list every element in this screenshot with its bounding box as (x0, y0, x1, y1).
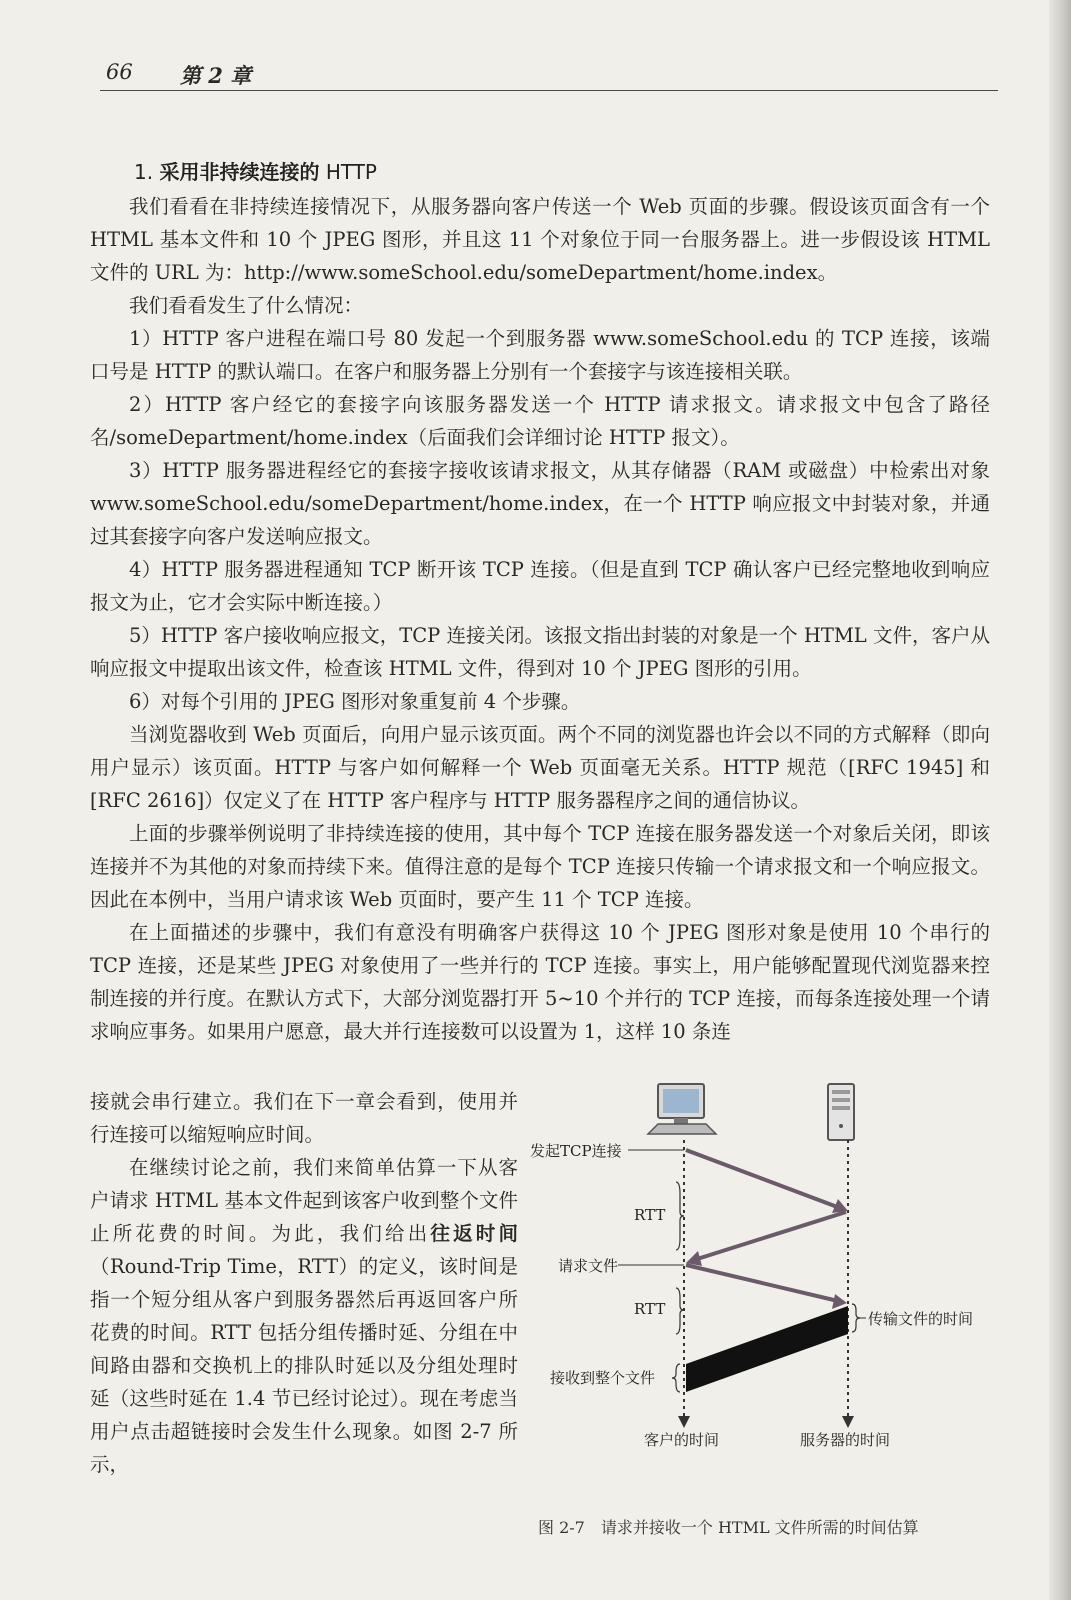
paragraph: 1）HTTP 客户进程在端口号 80 发起一个到服务器 www.someSchool.edu 的 TCP 连接，该端口号是 HTTP 的默认端口。在客户和服务器上分别有一个套接字与该连接相关联。 (90, 327, 990, 383)
synack-arrow (686, 1212, 846, 1266)
paragraph: 当浏览器收到 Web 页面后，向用户显示该页面。两个不同的浏览器也许会以不同的方式解释（即向用户显示）该页面。HTTP 与客户如何解释一个 Web 页面毫无关系。HTTP 规范（[RFC 1945] 和 [RFC 2616]）仅定义了在 HTTP 客户程序与 HTTP 服务器程序之间的通信协议。 (90, 723, 990, 812)
request-arrow (686, 1265, 847, 1309)
paragraph: 5）HTTP 客户接收响应报文，TCP 连接关闭。该报文指出封装的对象是一个 HTML 文件，客户从响应报文中提取出该文件，检查该 HTML 文件，得到对 10 个 JPEG 图形的引用。 (90, 624, 990, 680)
paragraph: 上面的步骤举例说明了非持续连接的使用，其中每个 TCP 连接在服务器发送一个对象后关闭，即该连接并不为其他的对象而持续下来。值得注意的是每个 TCP 连接只传输一个请求报文和一个响应报文。因此在本例中，当用户请求该 Web 页面时，要产生 11 个 TCP 连接。 (90, 822, 990, 911)
body-text (90, 190, 990, 1048)
paragraph: 在上面描述的步骤中，我们有意没有明确客户获得这 10 个 JPEG 图形对象是使用 10 个串行的 TCP 连接，还是某些 JPEG 对象使用了一些并行的 TCP 连接。事实上，用户能够配置现代浏览器来控制连接的并行度。在默认方式下，大部分浏览器打开 5~10 个并行的 TCP 连接，而每条连接处理一个请求响应事务。如果用户愿意，最大并行连接数可以设置为 1，这样 10 条连 (90, 921, 990, 1043)
syn-arrow (686, 1150, 848, 1213)
file-transfer-band (686, 1306, 848, 1392)
label-initiate-tcp: 发起TCP连接 (530, 1142, 622, 1160)
paragraph: 我们看看发生了什么情况： (129, 294, 364, 317)
paragraph: 3）HTTP 服务器进程经它的套接字接收该请求报文，从其存储器（RAM 或磁盘）中检索出对象 www.someSchool.edu/someDepartment/home.index，在一个 HTTP 响应报文中封装对象，并通过其套接字向客户发送响应报文。 (90, 459, 990, 548)
transmit-brace (852, 1304, 860, 1332)
label-rtt-2: RTT (634, 1300, 666, 1318)
paragraph: 6）对每个引用的 JPEG 图形对象重复前 4 个步骤。 (129, 690, 581, 713)
server-tower-icon (828, 1084, 854, 1140)
label-transmit-time: 传输文件的时间 (868, 1310, 974, 1328)
label-request-file: 请求文件 (558, 1257, 619, 1275)
paragraph: 4）HTTP 服务器进程通知 TCP 断开该 TCP 连接。（但是直到 TCP 确认客户已经完整地收到响应报文为止，它才会实际中断连接。） (90, 558, 990, 614)
figure-caption: 图 2-7 请求并接收一个 HTML 文件所需的时间估算 (538, 1518, 919, 1537)
label-receive-file: 接收到整个文件 (550, 1369, 656, 1387)
chapter-label: 第 2 章 (180, 63, 252, 88)
rtt-brace-1 (676, 1182, 684, 1250)
page-edge-shadow (1049, 0, 1071, 1600)
receive-brace (672, 1364, 680, 1392)
wrapped-text-column (90, 1085, 518, 1481)
section-title-en: HTTP (325, 160, 377, 184)
label-client-time: 客户的时间 (644, 1431, 720, 1449)
page-number: 66 (106, 60, 133, 84)
desktop-computer-icon (648, 1084, 716, 1134)
paragraph-text: （Round-Trip Time，RTT）的定义，该时间是指一个短分组从客户到服务器然后再返回客户所花费的时间。RTT 包括分组传播时延、分组在中间路由器和交换机上的排队时延以及分组处理时延（这些时延在 1.4 节已经讨论过）。现在考虑当用户点击超链接时会发生什么现象。如图 2-7 所示， (90, 1255, 518, 1476)
section-number: 1. (134, 160, 154, 184)
paragraph-text: 在继续讨论之前，我们来简单估算一下从客户请求 HTML 基本文件起到该客户收到整个文件止所花费的时间。为此，我们给出 (90, 1156, 518, 1245)
label-rtt-1: RTT (634, 1206, 666, 1224)
label-server-time: 服务器的时间 (800, 1431, 891, 1449)
section-title (134, 156, 377, 185)
paragraph (90, 1151, 518, 1481)
section-title-zh: 采用非持续连接的 (159, 160, 320, 184)
paragraph: 我们看看在非持续连接情况下，从服务器向客户传送一个 Web 页面的步骤。假设该页面含有一个 HTML 基本文件和 10 个 JPEG 图形，并且这 11 个对象位于同一台服务器上。进一步假设该 HTML 文件的 URL 为：http://www.someSchool.edu/someDepartment/home.index。 (90, 195, 990, 284)
page-header (100, 58, 998, 91)
paragraph: 2）HTTP 客户经它的套接字向该服务器发送一个 HTTP 请求报文。请求报文中包含了路径名/someDepartment/home.index（后面我们会详细讨论 HTTP 报文）。 (90, 393, 990, 449)
figure-2-7 (530, 1082, 1000, 1552)
rtt-brace-2 (676, 1288, 684, 1334)
term-rtt: 往返时间 (430, 1222, 518, 1245)
paragraph: 接就会串行建立。我们在下一章会看到，使用并行连接可以缩短响应时间。 (90, 1090, 518, 1146)
